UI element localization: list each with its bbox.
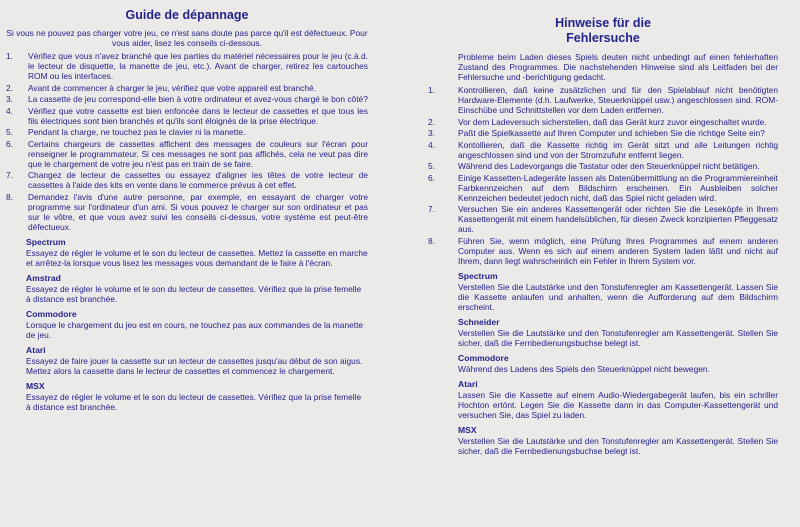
platform-heading: MSX bbox=[458, 424, 477, 435]
tip-number: 6. bbox=[428, 172, 435, 183]
tip-item bbox=[6, 106, 368, 126]
french-column bbox=[6, 0, 368, 412]
platform-heading: MSX bbox=[26, 380, 45, 391]
platform-section bbox=[6, 273, 368, 304]
tip-item bbox=[6, 83, 368, 93]
tip-item bbox=[6, 127, 368, 137]
tip-item bbox=[6, 170, 368, 190]
french-title: Guide de dépannage bbox=[125, 8, 249, 22]
tip-number: 4. bbox=[6, 105, 13, 116]
tip-number: 1. bbox=[6, 51, 13, 61]
tip-number: 2. bbox=[428, 116, 435, 127]
tip-number: 7. bbox=[6, 170, 13, 180]
tip-number: 2. bbox=[6, 82, 13, 93]
platform-heading: Atari bbox=[26, 344, 46, 355]
tip-text: Pendant la charge, ne touchez pas le clavier ni la manette. bbox=[28, 127, 246, 137]
platform-section bbox=[6, 345, 368, 376]
platform-text: Lorsque le chargement du jeu est en cours, ne touchez pas aux commandes de la manette de jeu. bbox=[26, 319, 364, 340]
tip-text: Changez de lecteur de cassettes ou essayez d'aligner les têtes de votre lecteur de cassettes à l'aide des kits en vente dans le commerce prévus à cet effet. bbox=[28, 170, 368, 190]
tip-text: Vérifiez que votre cassette est bien enfoncée dans le lecteur de cassettes et que tous les fils électriques sont bien branchés et qu'ils sont éloignés de la prise électrique. bbox=[28, 105, 368, 126]
german-tips-list bbox=[428, 85, 778, 266]
platform-text: Verstellen Sie die Lautstärke und den Tonstufenregler am Kassettengerät. Stellen Sie sicher, daß die Fernbedienungsbuchse belegt ist. bbox=[458, 327, 778, 348]
tip-number: 5. bbox=[6, 127, 13, 137]
platform-heading: Schneider bbox=[458, 316, 500, 327]
tip-item bbox=[6, 51, 368, 81]
tip-number: 3. bbox=[6, 94, 13, 104]
german-intro: Probleme beim Laden dieses Spiels deuten nicht unbedingt auf einen fehlerhaften Zustand des Programmes. Die nachstehenden Hinweise sind als Leitfaden bei der Fehlersuche und -berichtigung gedacht. bbox=[458, 52, 778, 82]
tip-item bbox=[6, 139, 368, 169]
platform-section bbox=[428, 271, 778, 312]
tip-item bbox=[428, 128, 778, 138]
platform-heading: Spectrum bbox=[458, 270, 498, 281]
tip-number: 6. bbox=[6, 138, 13, 149]
tip-item bbox=[428, 236, 778, 266]
platform-text: Essayez de faire jouer la cassette sur un lecteur de cassettes jusqu'au début de son aigus. Mettez alors la cassette dans le lecteur de cassettes et commencez le chargement. bbox=[26, 355, 363, 376]
platform-text: Essayez de régler le volume et le son du lecteur de cassettes. Vérifiez que la prise femelle à distance est branchée. bbox=[26, 283, 362, 304]
tip-item bbox=[428, 85, 778, 115]
tip-item bbox=[428, 117, 778, 127]
tip-item bbox=[6, 192, 368, 232]
tip-item bbox=[428, 161, 778, 171]
platform-text: Während des Ladens des Spiels den Steuerknüppel nicht bewegen. bbox=[458, 363, 710, 374]
tip-number: 8. bbox=[428, 235, 435, 246]
german-platform-sections bbox=[428, 271, 778, 456]
tip-text: Certains chargeurs de cassettes affichent des messages de couleurs sur l'écran pour renseigner le programmateur. Si ces messages ne sont pas affichés, cela ne veut pas dire que le chargement de votre jeu n'est pas en train de se faire. bbox=[28, 138, 368, 169]
platform-section bbox=[428, 379, 778, 420]
german-column bbox=[428, 0, 778, 456]
tip-text: Demandez l'avis d'une autre personne, par exemple, en essayant de charger votre programme sur l'ordinateur d'un ami. Si vous pouvez le charger sur son ordinateur et pas sur le vôtre, et que vous avez suivi les conseils ci-dessus, votre système est peut-être défectueux. bbox=[28, 191, 368, 232]
tip-number: 3. bbox=[428, 128, 435, 138]
tip-text: Während des Ladevorgangs die Tastatur oder den Steuerknüppel nicht betätigen. bbox=[458, 161, 760, 171]
platform-section bbox=[428, 425, 778, 456]
platform-text: Essayez de régler le volume et le son du lecteur de cassettes. Vérifiez que la prise femelle à distance est branchée. bbox=[26, 391, 362, 412]
tip-text: Einige Kassetten-Ladegeräte lassen als Datenübermittlung an die Programmiereinheit Farbkennzeichen auf dem Bildschirm erscheinen. Ein Ausbleiben solcher Kennzeichen bedeutet jedoch nicht, daß das Spiel nicht geladen wird. bbox=[458, 172, 778, 203]
platform-section bbox=[428, 353, 778, 374]
tip-item bbox=[428, 140, 778, 160]
platform-section bbox=[428, 317, 778, 348]
german-title-line1: Hinweise für die bbox=[555, 16, 651, 30]
tip-item bbox=[428, 204, 778, 234]
platform-heading: Spectrum bbox=[26, 236, 66, 247]
tip-number: 1. bbox=[428, 85, 435, 95]
platform-text: Lassen Sie die Kassette auf einem Audio-Wiedergabegerät laufen, bis ein schriller Hochton ertönt. Legen Sie die Kassette dann in das Computer-Kassettengerät und versuchen Sie, das Spiel zu laden. bbox=[458, 389, 778, 420]
platform-section bbox=[6, 309, 368, 340]
french-tips-list bbox=[6, 51, 368, 232]
tip-text: Führen Sie, wenn möglich, eine Prüfung Ihres Programmes auf einem anderen Computer aus. Wenn es sich auf einem anderen System laden läßt und nicht auf Ihrem, dann liegt wahrscheinlich ein Fehler in Ihrem System vor. bbox=[458, 235, 778, 266]
french-intro: Si vous ne pouvez pas charger votre jeu, ce n'est sans doute pas parce qu'il est défectueux. Pour vous aider, lisez les conseils ci-dessous. bbox=[6, 28, 368, 48]
platform-heading: Atari bbox=[458, 378, 478, 389]
tip-text: Versuchen Sie ein anderes Kassettengerät oder richten Sie die Leseköpfe in Ihrem Kassettengerät mit einem handelsüblichen, für diesen Zweck konzipierten Pfleggesatz aus. bbox=[458, 204, 778, 234]
tip-number: 5. bbox=[428, 161, 435, 171]
platform-section bbox=[6, 381, 368, 412]
tip-number: 7. bbox=[428, 204, 435, 214]
platform-heading: Commodore bbox=[458, 352, 509, 363]
tip-number: 8. bbox=[6, 191, 13, 202]
platform-section bbox=[6, 237, 368, 268]
platform-text: Verstellen Sie die Lautstärke und den Tonstufenregler am Kassettengerät. Lassen Sie die Kassette anlaufen und anhalten, wenn die Aufforderung auf dem Bildschirm erscheint. bbox=[458, 281, 778, 312]
tip-item bbox=[428, 173, 778, 203]
tip-text: Paßt die Spielkassette auf Ihren Computer und schieben Sie die richtige Seite ein? bbox=[458, 128, 765, 138]
platform-heading: Commodore bbox=[26, 308, 77, 319]
tip-text: Vor dem Ladeversuch sicherstellen, daß das Gerät kurz zuvor eingeschaltet wurde. bbox=[458, 116, 767, 127]
tip-text: Vérifiez que vous n'avez branché que les parties du matériel nécessaires pour le jeu (c.à.d. le lecteur de disquette, la manette de jeu, etc.). Avant de charger, retirez les cartouches ROM ou les interfaces. bbox=[28, 51, 368, 81]
german-title bbox=[428, 0, 778, 46]
tip-text: Kontollieren, daß die Kassette richtig im Gerät sitzt und alle Leitungen richtig angeschlossen sind und von der Stromzufuhr entfernt liegen. bbox=[458, 139, 778, 160]
german-title-line2: Fehlersuche bbox=[566, 31, 640, 45]
tip-text: Kontrollieren, daß keine zusätzlichen und für den Spielablauf nicht benötigten Hardware-Elemente (d.h. Laufwerke, Steuerknüppel usw.) angeschlossen sind. ROM-Einschübe und Schnittstellen vor dem Laden entfernen. bbox=[458, 85, 778, 115]
french-platform-sections bbox=[6, 237, 368, 412]
platform-text: Verstellen Sie die Lautstärke und den Tonstufenregler am Kassettengerät. Stellen Sie sicher, daß die Fernbedienungsbuchse belegt ist. bbox=[458, 435, 778, 456]
tip-text: Avant de commencer à charger le jeu, vérifiez que votre appareil est branché. bbox=[28, 82, 317, 93]
platform-text: Essayez de régler le volume et le son du lecteur de cassettes. Mettez la cassette en marche et arrêtez-la lorsque vous lisez les messages vous demandant de le faire à l'écran. bbox=[26, 247, 368, 268]
platform-heading: Amstrad bbox=[26, 272, 61, 283]
tip-item bbox=[6, 94, 368, 104]
tip-number: 4. bbox=[428, 139, 435, 150]
tip-text: La cassette de jeu correspond-elle bien à votre ordinateur et avez-vous chargé le bon côté? bbox=[28, 94, 368, 104]
